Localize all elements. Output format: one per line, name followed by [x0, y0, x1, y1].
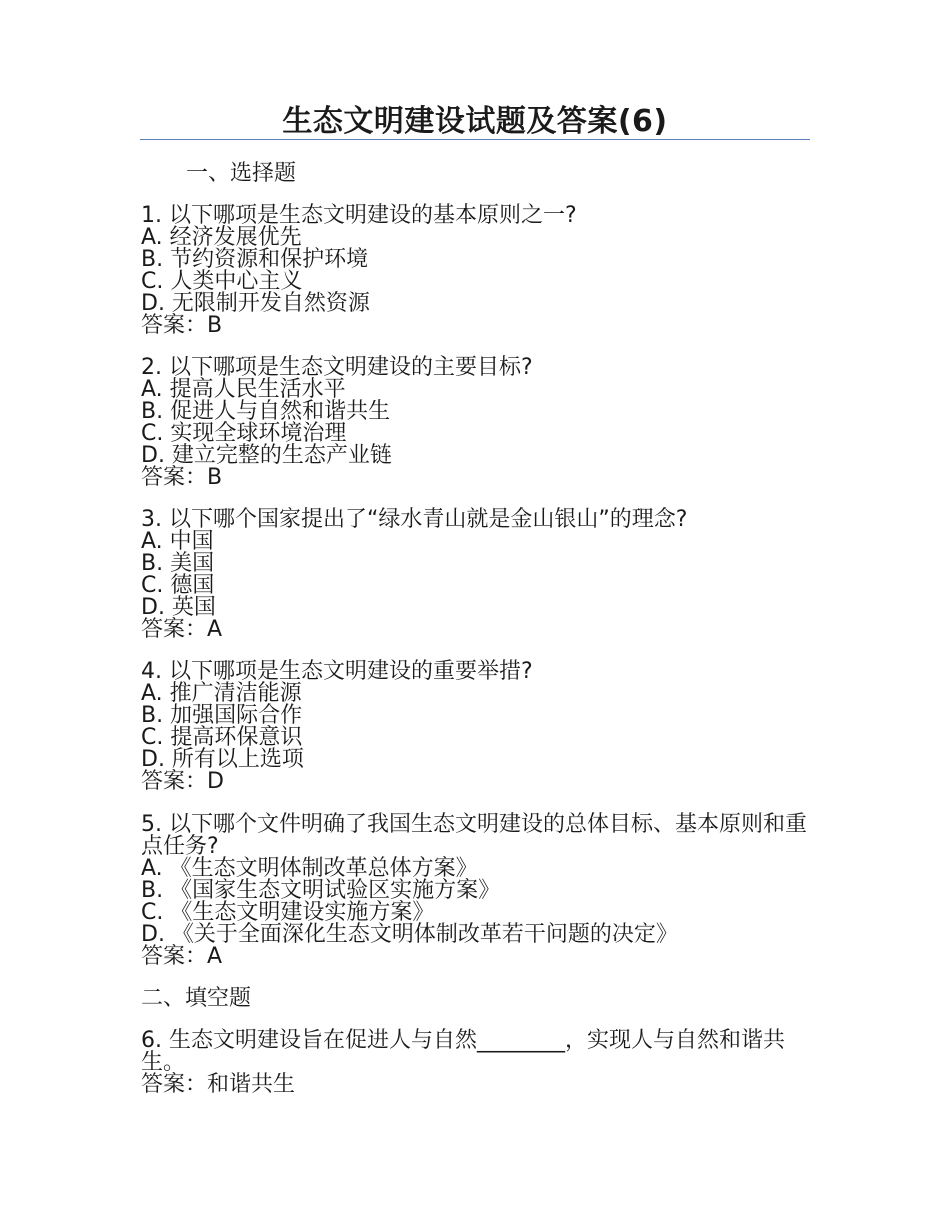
title-underline — [140, 139, 810, 140]
question-block-3 — [141, 509, 813, 641]
fill-blank-question: 6. 生态文明建设旨在促进人与自然________，实现人与自然和谐共生。 — [141, 1028, 785, 1075]
option-c: C. 提高环保意识 — [141, 725, 303, 750]
answer-text: 答案：B — [141, 465, 223, 490]
option-b: B. 加强国际合作 — [141, 703, 303, 728]
answer-text: 答案：D — [141, 769, 224, 794]
option-b: B. 《国家生态文明试验区实施方案》 — [141, 878, 501, 903]
question-block-5 — [141, 814, 813, 968]
question-block-4 — [141, 661, 813, 793]
question-text: 3. 以下哪个国家提出了“绿水青山就是金山银山”的理念? — [141, 507, 688, 532]
option-a: A. 推广清洁能源 — [141, 681, 302, 706]
section-heading-choice: 一、选择题 — [186, 161, 297, 186]
option-c: C. 人类中心主义 — [141, 269, 303, 294]
question-text: 5. 以下哪个文件明确了我国生态文明建设的总体目标、基本原则和重点任务? — [141, 812, 807, 859]
question-text: 1. 以下哪项是生态文明建设的基本原则之一? — [141, 203, 577, 228]
answer-text: 答案：A — [141, 617, 223, 642]
option-b: B. 促进人与自然和谐共生 — [141, 399, 391, 424]
option-c: C. 实现全球环境治理 — [141, 421, 347, 446]
option-b: B. 节约资源和保护环境 — [141, 247, 369, 272]
option-c: C. 《生态文明建设实施方案》 — [141, 900, 435, 925]
option-a: A. 经济发展优先 — [141, 225, 302, 250]
option-c: C. 德国 — [141, 573, 215, 598]
question-block-2 — [141, 357, 813, 489]
option-d: D. 《关于全面深化生态文明体制改革若干问题的决定》 — [141, 922, 678, 947]
option-a: A. 提高人民生活水平 — [141, 377, 346, 402]
fill-blank-block — [141, 1030, 813, 1096]
option-d: D. 无限制开发自然资源 — [141, 291, 370, 316]
question-text: 2. 以下哪项是生态文明建设的主要目标? — [141, 355, 533, 380]
option-d: D. 所有以上选项 — [141, 747, 304, 772]
answer-text: 答案：B — [141, 313, 223, 338]
answer-text: 答案：和谐共生 — [141, 1072, 296, 1097]
option-d: D. 建立完整的生态产业链 — [141, 443, 392, 468]
question-block-1 — [141, 205, 813, 337]
option-d: D. 英国 — [141, 595, 216, 620]
answer-text: 答案：A — [141, 944, 223, 969]
document-title: 生态文明建设试题及答案(6) — [282, 104, 668, 139]
question-text: 4. 以下哪项是生态文明建设的重要举措? — [141, 659, 533, 684]
option-a: A. 中国 — [141, 529, 214, 554]
option-b: B. 美国 — [141, 551, 215, 576]
section-heading-fill-blank: 二、填空题 — [141, 986, 252, 1011]
option-a: A. 《生态文明体制改革总体方案》 — [141, 856, 478, 881]
